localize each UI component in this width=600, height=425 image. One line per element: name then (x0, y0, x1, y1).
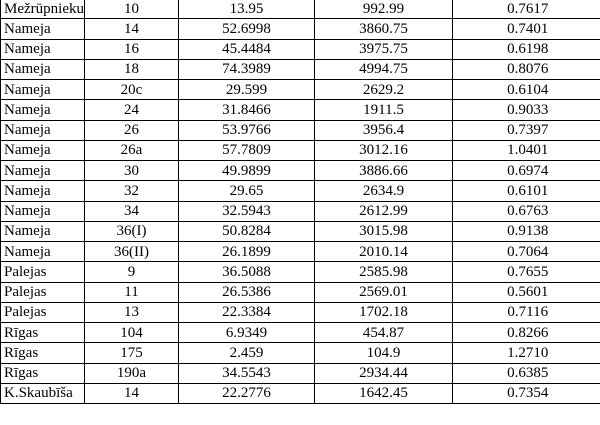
house-number-cell[interactable]: 34 (85, 201, 179, 221)
value-3-cell[interactable]: 1.2710 (453, 343, 600, 363)
value-1-cell[interactable]: 2.459 (179, 343, 315, 363)
value-1-cell[interactable]: 50.8284 (179, 221, 315, 241)
value-3-cell[interactable]: 0.7064 (453, 242, 600, 262)
table-row (1, 201, 600, 221)
value-3-cell[interactable]: 0.8266 (453, 323, 600, 343)
house-number-cell[interactable]: 24 (85, 100, 179, 120)
value-2-cell[interactable]: 2010.14 (315, 242, 453, 262)
house-number-cell[interactable]: 36(I) (85, 221, 179, 241)
value-3-cell[interactable]: 1.0401 (453, 140, 600, 160)
street-cell[interactable]: Nameja (1, 221, 85, 241)
house-number-cell[interactable]: 26 (85, 120, 179, 140)
house-number-cell[interactable]: 18 (85, 59, 179, 79)
street-cell[interactable]: K.Skaubīša (1, 383, 85, 403)
street-cell[interactable]: Nameja (1, 140, 85, 160)
table-row (1, 181, 600, 201)
value-2-cell[interactable]: 2934.44 (315, 363, 453, 383)
value-1-cell[interactable]: 13.95 (179, 0, 315, 19)
value-2-cell[interactable]: 2629.2 (315, 80, 453, 100)
value-3-cell[interactable]: 0.6385 (453, 363, 600, 383)
value-3-cell[interactable]: 0.8076 (453, 59, 600, 79)
value-1-cell[interactable]: 45.4484 (179, 39, 315, 59)
house-number-cell[interactable]: 36(II) (85, 242, 179, 262)
value-3-cell[interactable]: 0.6763 (453, 201, 600, 221)
value-2-cell[interactable]: 1911.5 (315, 100, 453, 120)
value-1-cell[interactable]: 57.7809 (179, 140, 315, 160)
street-cell[interactable]: Nameja (1, 39, 85, 59)
value-3-cell[interactable]: 0.6104 (453, 80, 600, 100)
street-cell[interactable]: Rīgas (1, 323, 85, 343)
house-number-cell[interactable]: 20c (85, 80, 179, 100)
value-1-cell[interactable]: 74.3989 (179, 59, 315, 79)
house-number-cell[interactable]: 14 (85, 19, 179, 39)
value-2-cell[interactable]: 454.87 (315, 323, 453, 343)
value-1-cell[interactable]: 6.9349 (179, 323, 315, 343)
table-row (1, 59, 600, 79)
house-number-cell[interactable]: 13 (85, 302, 179, 322)
value-3-cell[interactable]: 0.6974 (453, 161, 600, 181)
value-1-cell[interactable]: 29.599 (179, 80, 315, 100)
value-3-cell[interactable]: 0.6101 (453, 181, 600, 201)
house-number-cell[interactable]: 11 (85, 282, 179, 302)
street-cell[interactable]: Rīgas (1, 363, 85, 383)
street-cell[interactable]: Nameja (1, 120, 85, 140)
value-3-cell[interactable]: 0.7116 (453, 302, 600, 322)
house-number-cell[interactable]: 9 (85, 262, 179, 282)
value-2-cell[interactable]: 3886.66 (315, 161, 453, 181)
value-2-cell[interactable]: 1702.18 (315, 302, 453, 322)
table-row (1, 262, 600, 282)
value-2-cell[interactable]: 3956.4 (315, 120, 453, 140)
street-cell[interactable]: Nameja (1, 80, 85, 100)
value-2-cell[interactable]: 2634.9 (315, 181, 453, 201)
table-row (1, 323, 600, 343)
value-1-cell[interactable]: 29.65 (179, 181, 315, 201)
value-2-cell[interactable]: 104.9 (315, 343, 453, 363)
street-cell[interactable]: Nameja (1, 161, 85, 181)
value-1-cell[interactable]: 26.5386 (179, 282, 315, 302)
house-number-cell[interactable]: 26a (85, 140, 179, 160)
value-2-cell[interactable]: 3012.16 (315, 140, 453, 160)
street-cell[interactable]: Palejas (1, 282, 85, 302)
value-1-cell[interactable]: 32.5943 (179, 201, 315, 221)
street-cell[interactable]: Nameja (1, 100, 85, 120)
value-3-cell[interactable]: 0.5601 (453, 282, 600, 302)
value-2-cell[interactable]: 992.99 (315, 0, 453, 19)
street-cell[interactable]: Nameja (1, 181, 85, 201)
table-row (1, 80, 600, 100)
value-1-cell[interactable]: 36.5088 (179, 262, 315, 282)
house-number-cell[interactable]: 16 (85, 39, 179, 59)
house-number-cell[interactable]: 104 (85, 323, 179, 343)
house-number-cell[interactable]: 190a (85, 363, 179, 383)
value-1-cell[interactable]: 52.6998 (179, 19, 315, 39)
table-row (1, 100, 600, 120)
value-1-cell[interactable]: 22.2776 (179, 383, 315, 403)
value-2-cell[interactable]: 3015.98 (315, 221, 453, 241)
value-2-cell[interactable]: 2569.01 (315, 282, 453, 302)
value-1-cell[interactable]: 22.3384 (179, 302, 315, 322)
table-row (1, 282, 600, 302)
street-cell[interactable]: Nameja (1, 19, 85, 39)
value-3-cell[interactable]: 0.7354 (453, 383, 600, 403)
value-1-cell[interactable]: 31.8466 (179, 100, 315, 120)
house-number-cell[interactable]: 10 (85, 0, 179, 19)
table-row (1, 120, 600, 140)
value-3-cell[interactable]: 0.9033 (453, 100, 600, 120)
value-3-cell[interactable]: 0.6198 (453, 39, 600, 59)
value-2-cell[interactable]: 2585.98 (315, 262, 453, 282)
table-row (1, 19, 600, 39)
table-row (1, 221, 600, 241)
value-1-cell[interactable]: 53.9766 (179, 120, 315, 140)
value-3-cell[interactable]: 0.7397 (453, 120, 600, 140)
table-body (1, 0, 600, 404)
house-number-cell[interactable]: 30 (85, 161, 179, 181)
table-row (1, 383, 600, 403)
table-row (1, 343, 600, 363)
street-cell[interactable]: Rīgas (1, 343, 85, 363)
value-1-cell[interactable]: 34.5543 (179, 363, 315, 383)
street-cell[interactable]: Palejas (1, 302, 85, 322)
table-row (1, 161, 600, 181)
value-2-cell[interactable]: 3975.75 (315, 39, 453, 59)
value-1-cell[interactable]: 26.1899 (179, 242, 315, 262)
house-number-cell[interactable]: 14 (85, 383, 179, 403)
value-2-cell[interactable]: 4994.75 (315, 59, 453, 79)
street-cell[interactable]: Palejas (1, 262, 85, 282)
value-2-cell[interactable]: 3860.75 (315, 19, 453, 39)
table-row (1, 242, 600, 262)
value-3-cell[interactable]: 0.9138 (453, 221, 600, 241)
house-number-cell[interactable]: 32 (85, 181, 179, 201)
table-row (1, 0, 600, 19)
value-3-cell[interactable]: 0.7655 (453, 262, 600, 282)
value-2-cell[interactable]: 2612.99 (315, 201, 453, 221)
table-row (1, 140, 600, 160)
value-3-cell[interactable]: 0.7617 (453, 0, 600, 19)
house-number-cell[interactable]: 175 (85, 343, 179, 363)
street-cell[interactable]: Nameja (1, 201, 85, 221)
table-row (1, 39, 600, 59)
value-3-cell[interactable]: 0.7401 (453, 19, 600, 39)
street-cell[interactable]: Nameja (1, 242, 85, 262)
street-cell[interactable]: Mežrūpnieku (1, 0, 85, 19)
table-row (1, 302, 600, 322)
table-row (1, 363, 600, 383)
street-cell[interactable]: Nameja (1, 59, 85, 79)
value-1-cell[interactable]: 49.9899 (179, 161, 315, 181)
value-2-cell[interactable]: 1642.45 (315, 383, 453, 403)
